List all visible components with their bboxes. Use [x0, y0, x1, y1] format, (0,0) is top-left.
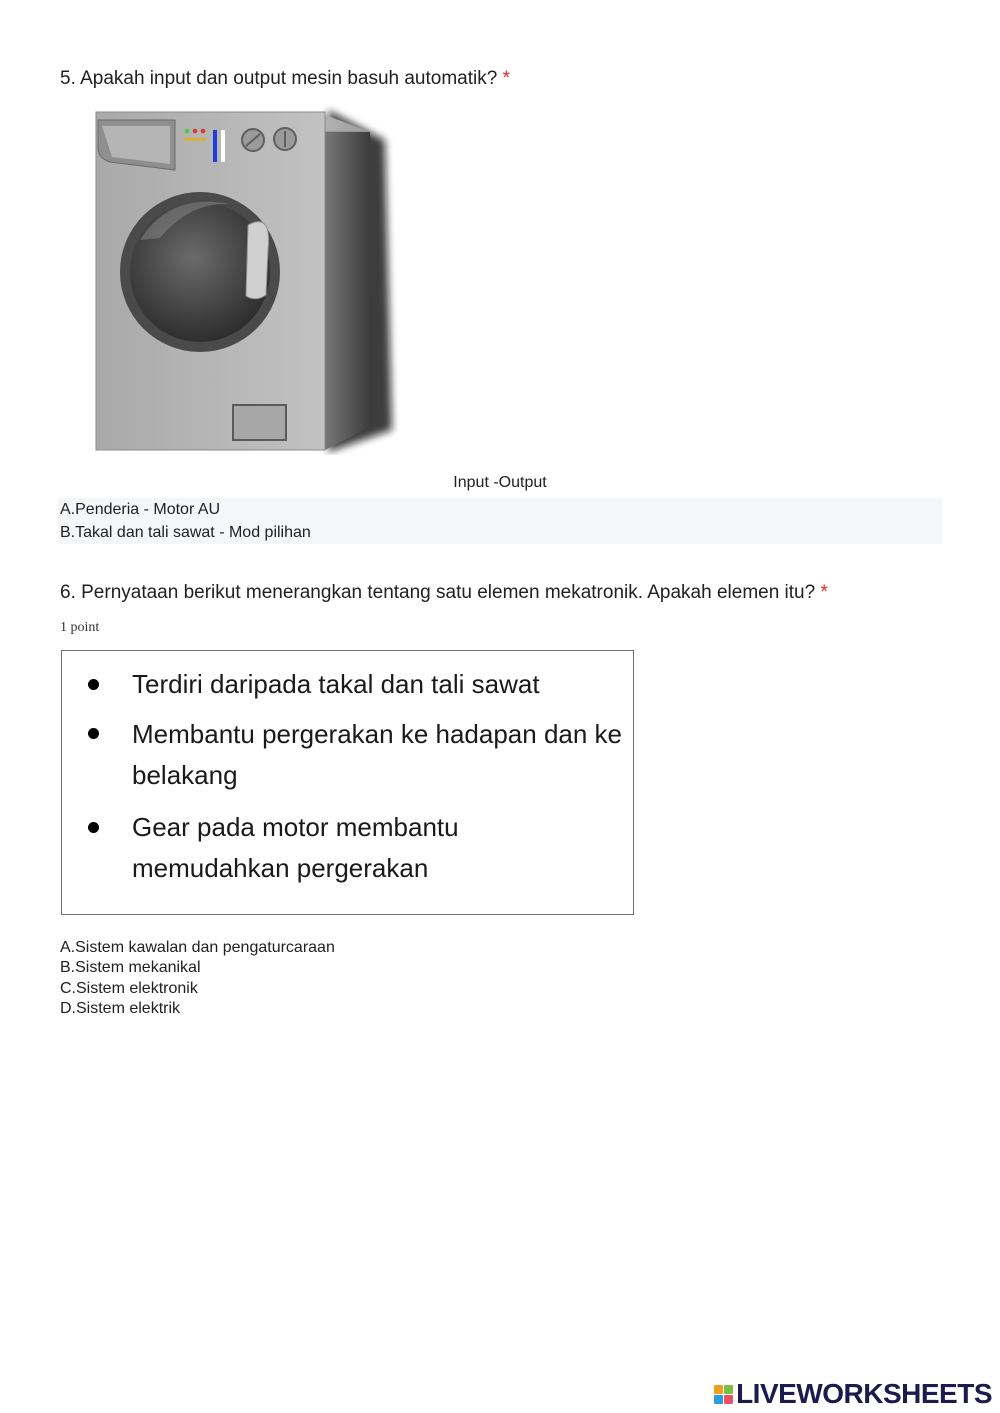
logo-square	[714, 1385, 723, 1394]
liveworksheets-logo	[714, 1378, 992, 1410]
image-caption: Input -Output	[453, 474, 547, 491]
question-5-text: 5. Apakah input dan output mesin basuh automatik?	[60, 68, 498, 89]
question-5-title	[60, 68, 510, 90]
question-6-text: 6. Pernyataan berikut menerangkan tentang satu elemen mekatronik. Apakah elemen itu?	[60, 582, 816, 603]
statement-item: Terdiri daripada takal dan tali sawat	[132, 669, 540, 699]
points-label: 1 point	[60, 620, 100, 635]
required-mark: *	[502, 68, 510, 89]
bullet-icon	[88, 822, 99, 833]
option-b[interactable]: B.Sistem mekanikal	[60, 959, 201, 977]
option-c[interactable]: C.Sistem elektronik	[60, 979, 198, 997]
bullet-icon	[88, 728, 99, 739]
logo-icon	[714, 1385, 733, 1404]
statement-item: Membantu pergerakan ke hadapan dan ke belakang	[132, 719, 623, 790]
question-5-options	[58, 498, 942, 544]
statement-item: Gear pada motor membantu memudahkan pergerakan	[132, 812, 459, 883]
question-6-options	[58, 938, 335, 1019]
option-d[interactable]: D.Sistem elektrik	[60, 999, 181, 1017]
logo-square	[724, 1395, 733, 1404]
option-a[interactable]: A.Sistem kawalan dan pengaturcaraan	[60, 939, 335, 956]
bullet-icon	[88, 679, 99, 690]
question-6-title	[60, 582, 828, 604]
logo-square	[714, 1395, 723, 1404]
logo-text: LIVEWORKSHEETS	[736, 1378, 992, 1409]
statement-box	[61, 650, 634, 915]
washing-machine-image	[80, 100, 410, 455]
option-b[interactable]: B.Takal dan tali sawat - Mod pilihan	[60, 524, 311, 541]
logo-square	[724, 1385, 733, 1394]
required-mark: *	[820, 582, 828, 603]
option-a[interactable]: A.Penderia - Motor AU	[60, 501, 221, 518]
